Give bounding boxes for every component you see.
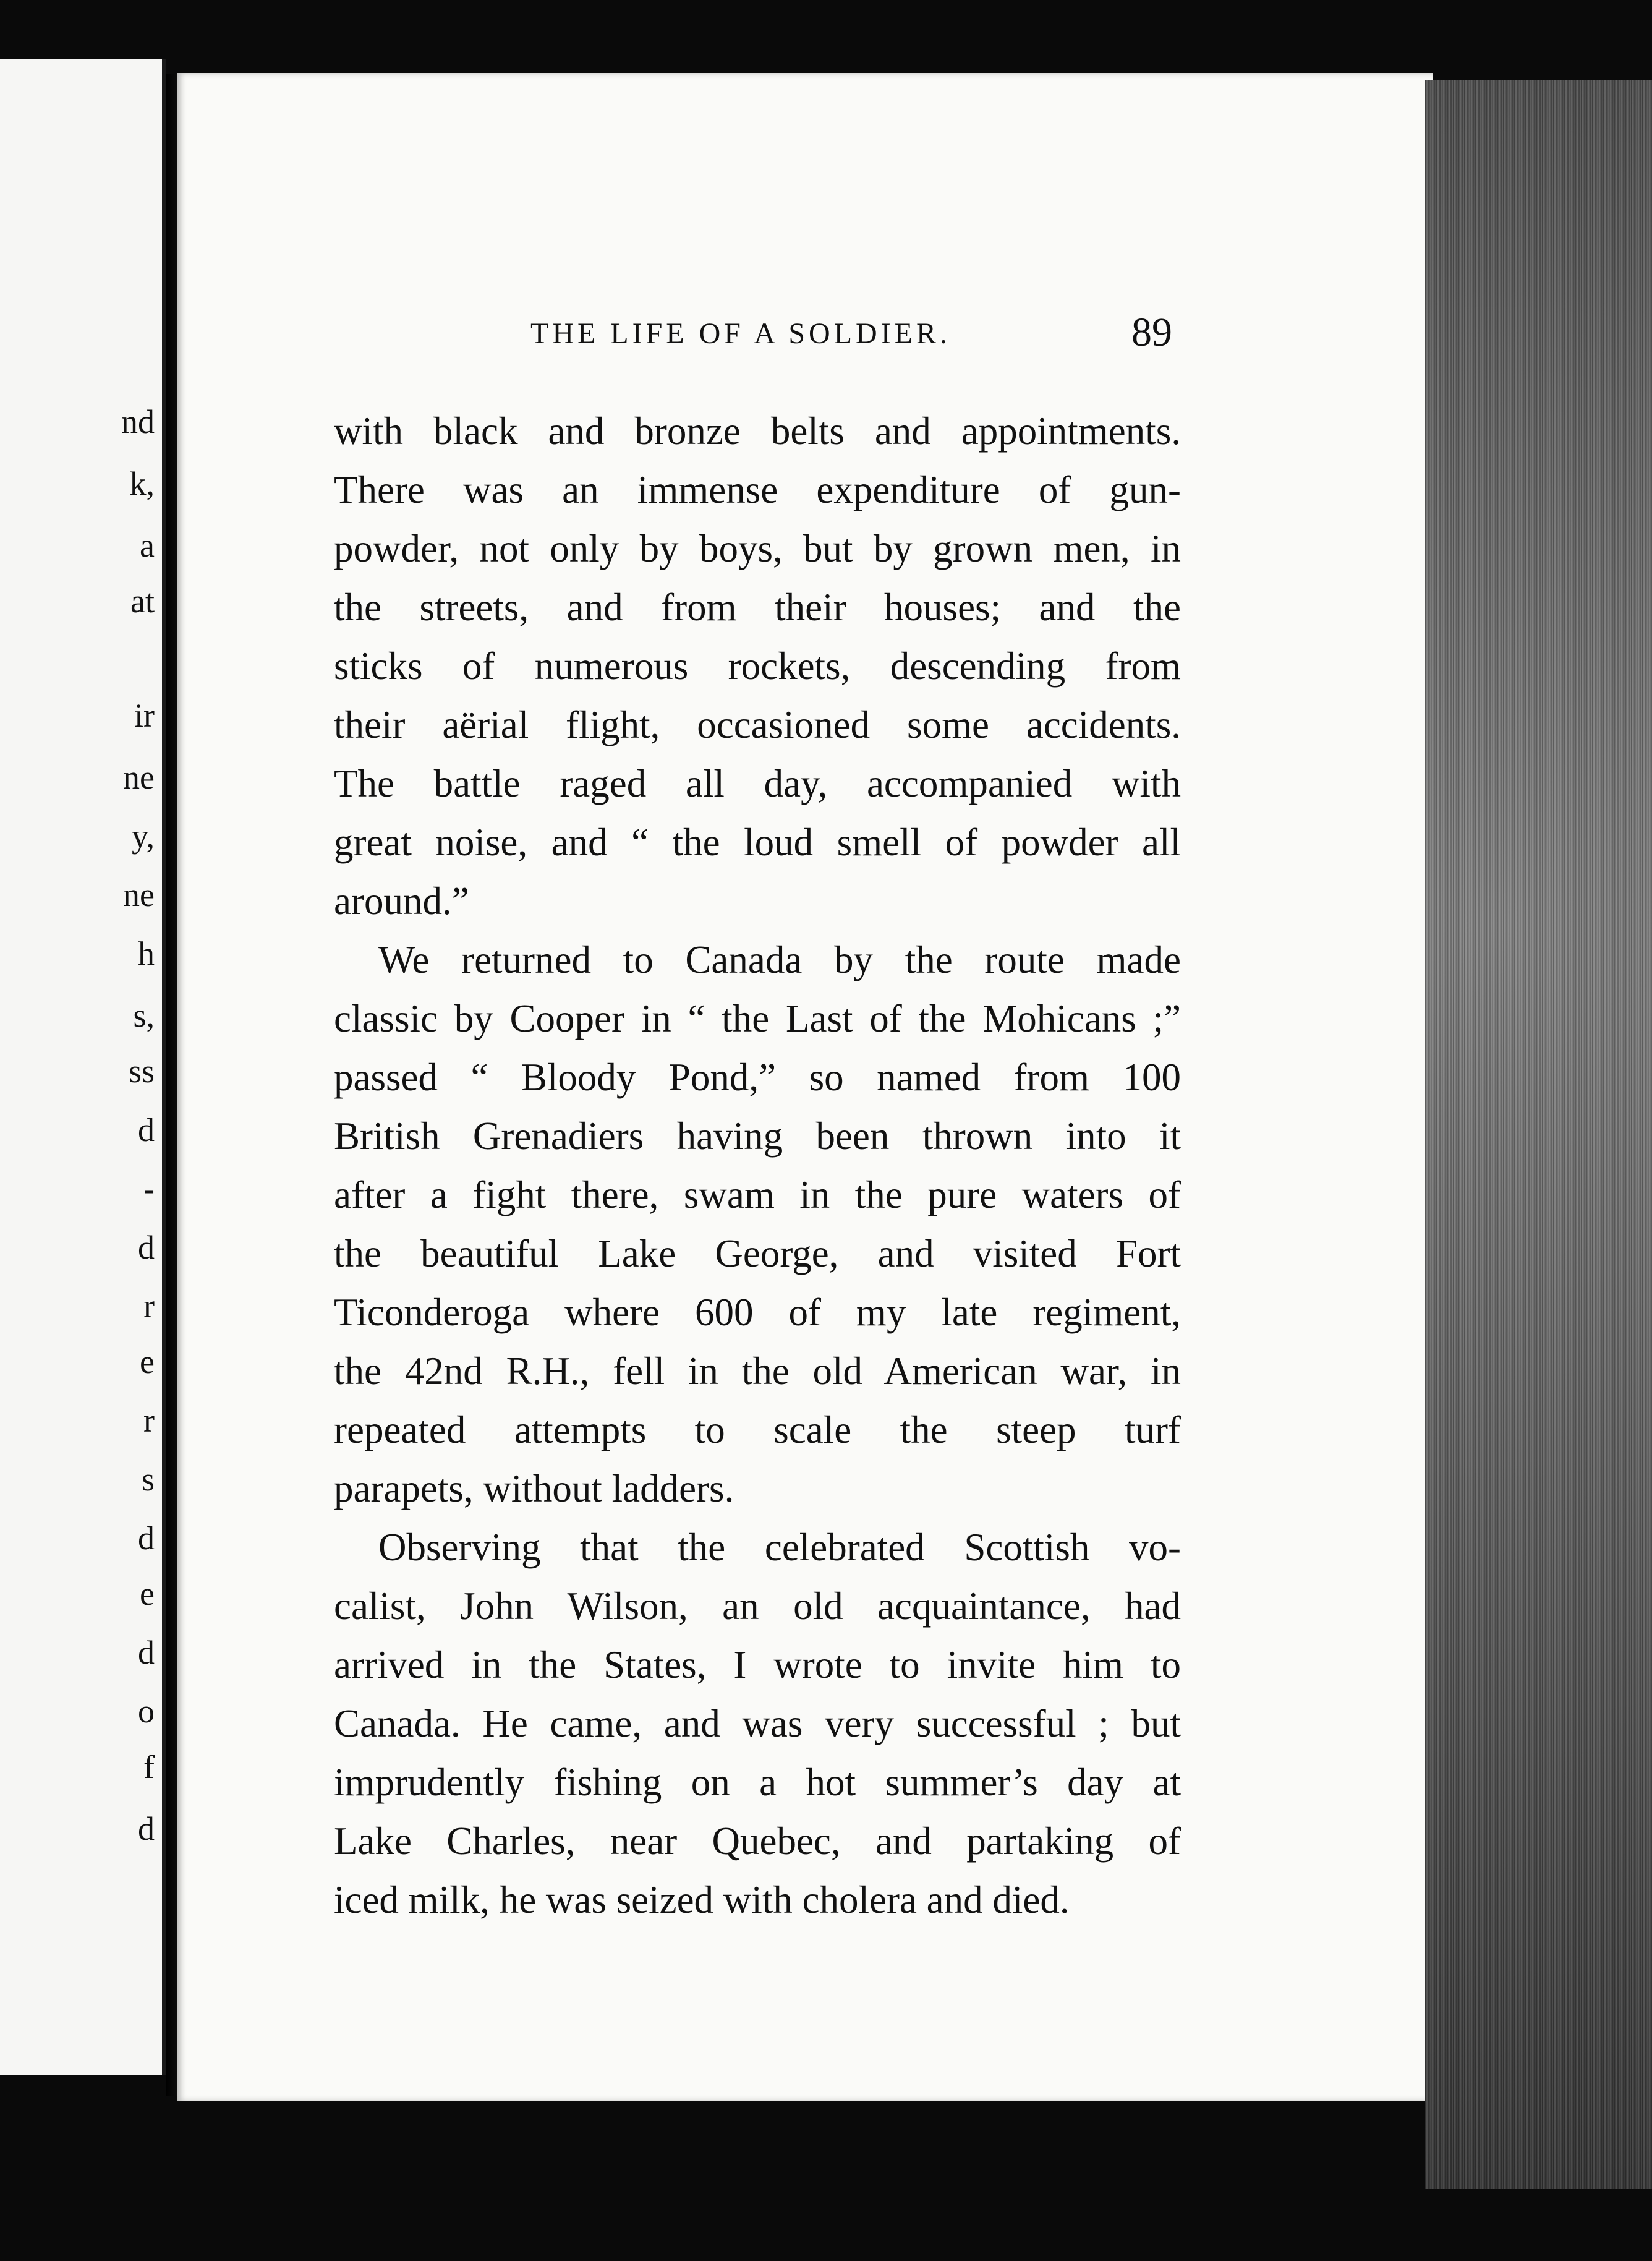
left-page-fragment: e xyxy=(140,1575,155,1612)
text-line: repeated attempts to scale the steep turf xyxy=(334,1408,1181,1451)
text-line: powder, not only by boys, but by grown men, in xyxy=(334,527,1181,570)
left-page-fragment: d xyxy=(138,1519,155,1557)
page-edges xyxy=(1425,80,1652,2189)
page-number: 89 xyxy=(1131,310,1172,355)
body-text xyxy=(334,402,1181,1930)
running-head: THE LIFE OF A SOLDIER. xyxy=(530,317,952,350)
left-page-fragment: ne xyxy=(123,759,155,796)
left-page-fragment: r xyxy=(143,1402,155,1439)
left-page-fragment: k, xyxy=(129,465,155,502)
text-line: arrived in the States, I wrote to invite him to xyxy=(334,1643,1181,1686)
left-page-fragment: s, xyxy=(133,997,155,1034)
left-page-fragment: y, xyxy=(132,818,155,855)
text-line: passed “ Bloody Pond,” so named from 100 xyxy=(334,1056,1181,1099)
text-line: Canada. He came, and was very successful ; but xyxy=(334,1702,1181,1745)
text-line: sticks of numerous rockets, descending from xyxy=(334,644,1181,688)
text-line: British Grenadiers having been thrown into it xyxy=(334,1114,1181,1158)
text-line: iced milk, he was seized with cholera and died. xyxy=(334,1878,1070,1921)
text-line: around.” xyxy=(334,879,469,923)
left-page-fragment: at xyxy=(130,583,155,620)
paragraph xyxy=(334,931,1181,1518)
left-page-fragment: e xyxy=(140,1343,155,1380)
text-line: Ticonderoga where 600 of my late regiment, xyxy=(334,1291,1181,1334)
left-page-fragment: d xyxy=(138,1634,155,1671)
text-line: the beautiful Lake George, and visited Fort xyxy=(334,1232,1181,1275)
left-page-edge xyxy=(0,59,166,2075)
left-page-fragment: d xyxy=(138,1810,155,1847)
text-line: We returned to Canada by the route made xyxy=(378,938,1181,981)
left-page-fragment: - xyxy=(143,1170,155,1207)
left-page-fragment: r xyxy=(143,1288,155,1325)
text-line: Observing that the celebrated Scottish vo- xyxy=(378,1526,1181,1569)
text-line: Lake Charles, near Quebec, and partaking of xyxy=(334,1819,1181,1863)
left-page-fragment: f xyxy=(143,1748,155,1785)
paragraph xyxy=(334,1518,1181,1930)
text-line: their aërial flight, occasioned some accidents. xyxy=(334,703,1181,746)
text-line: classic by Cooper in “ the Last of the Mohicans ;” xyxy=(334,997,1181,1040)
left-page-fragment: a xyxy=(140,527,155,564)
left-page-fragment: d xyxy=(138,1229,155,1266)
text-line: calist, John Wilson, an old acquaintance, had xyxy=(334,1584,1181,1628)
text-line: after a fight there, swam in the pure waters of xyxy=(334,1173,1181,1216)
text-line: the 42nd R.H., fell in the old American war, in xyxy=(334,1349,1181,1393)
left-page-fragment: h xyxy=(138,935,155,972)
left-page-fragment: ir xyxy=(134,697,155,734)
left-page-fragment: ne xyxy=(123,876,155,913)
left-page-fragment: s xyxy=(141,1461,155,1498)
left-page-fragment: nd xyxy=(121,403,155,440)
left-page-fragment: d xyxy=(138,1111,155,1148)
text-line: imprudently fishing on a hot summer’s day at xyxy=(334,1761,1181,1804)
left-page-fragment: ss xyxy=(128,1053,155,1090)
text-line: parapets, without ladders. xyxy=(334,1467,734,1510)
text-line: great noise, and “ the loud smell of powder all xyxy=(334,821,1181,864)
paragraph xyxy=(334,402,1181,931)
text-line: The battle raged all day, accompanied with xyxy=(334,762,1181,805)
left-page-fragment: o xyxy=(138,1693,155,1730)
text-line: the streets, and from their houses; and the xyxy=(334,586,1181,629)
text-line: There was an immense expenditure of gun- xyxy=(334,468,1181,511)
text-line: with black and bronze belts and appointments. xyxy=(334,409,1181,453)
